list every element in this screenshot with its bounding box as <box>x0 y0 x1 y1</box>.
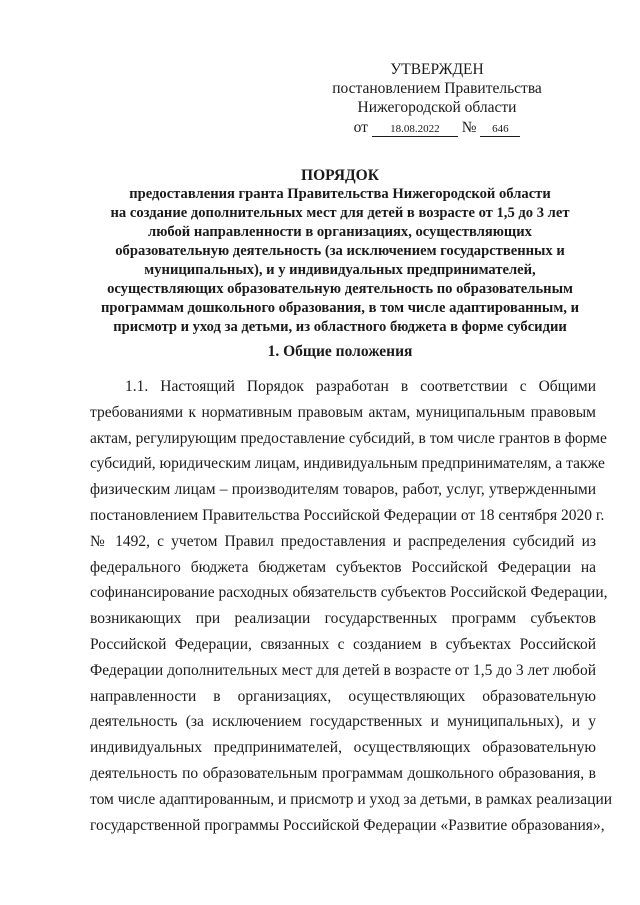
approval-date-number <box>332 118 542 137</box>
body-line: индивидуальных предпринимателей, осуществляющих образовательную <box>90 739 596 757</box>
document-subtitle <box>90 185 590 337</box>
subtitle-line: присмотр и уход за детьми, из областного бюджета в форме субсидии <box>113 319 567 335</box>
body-line: софинансирование расходных обязательств субъектов Российской Федерации, <box>90 584 608 602</box>
body-line: возникающих при реализации государственных программ субъектов <box>90 610 596 628</box>
approval-from-label: от <box>353 119 368 136</box>
body-line: государственной программы Российской Федерации «Развитие образования», <box>90 816 605 834</box>
subtitle-line: программам дошкольного образования, в том числе адаптированным, и <box>101 300 579 316</box>
body-paragraph <box>90 374 613 838</box>
approval-region: Нижегородской области <box>357 99 517 116</box>
body-line: № 1492, с учетом Правил предоставления и распределения субсидий из <box>90 532 596 550</box>
approval-issuer: постановлением Правительства <box>332 80 542 97</box>
body-line: требованиями к нормативным правовым актам, муниципальным правовым <box>90 403 596 421</box>
subtitle-line: осуществляющих образовательную деятельность по образовательным <box>107 281 573 297</box>
approval-stamp <box>332 60 542 137</box>
approval-header: УТВЕРЖДЕН <box>390 61 484 78</box>
body-line: физическим лицам – производителям товаров, работ, услуг, утвержденными <box>90 481 596 499</box>
body-line: деятельность по образовательным программам дошкольного образования, в <box>90 764 596 782</box>
subtitle-line: любой направленности в организациях, осуществляющих <box>148 224 532 240</box>
approval-number: 646 <box>480 122 520 137</box>
body-line: федерального бюджета бюджетам субъектов Российской Федерации на <box>90 558 596 576</box>
body-line: Федерации дополнительных мест для детей в возрасте от 1,5 до 3 лет любой <box>90 661 596 679</box>
subtitle-line: на создание дополнительных мест для детей в возрасте от 1,5 до 3 лет <box>110 205 570 221</box>
document-title: ПОРЯДОК <box>301 167 379 184</box>
body-line: 1.1. Настоящий Порядок разработан в соответствии с Общими <box>125 378 596 395</box>
body-line: субсидий, юридическим лицам, индивидуальным предпринимателям, а также <box>90 455 605 473</box>
body-line: направленности в организациях, осуществляющих образовательную <box>90 687 596 705</box>
body-line: Российской Федерации, связанных с созданием в субъектах Российской <box>90 635 596 653</box>
subtitle-line: муниципальных), и у индивидуальных предпринимателей, <box>144 262 536 278</box>
body-line: деятельность (за исключением государственных и муниципальных), и у <box>90 713 596 731</box>
section-heading: 1. Общие положения <box>267 343 413 360</box>
body-line: постановлением Правительства Российской Федерации от 18 сентября 2020 г. <box>90 506 605 524</box>
body-line: актам, регулирующим предоставление субсидий, в том числе грантов в форме <box>90 429 607 447</box>
subtitle-line: образовательную деятельность (за исключением государственных и <box>115 243 565 259</box>
body-line: том числе адаптированным, и присмотр и уход за детьми, в рамках реализации <box>90 790 613 808</box>
approval-number-sign: № <box>461 119 477 136</box>
subtitle-line: предоставления гранта Правительства Нижегородской области <box>129 186 551 202</box>
approval-date: 18.08.2022 <box>372 122 458 137</box>
